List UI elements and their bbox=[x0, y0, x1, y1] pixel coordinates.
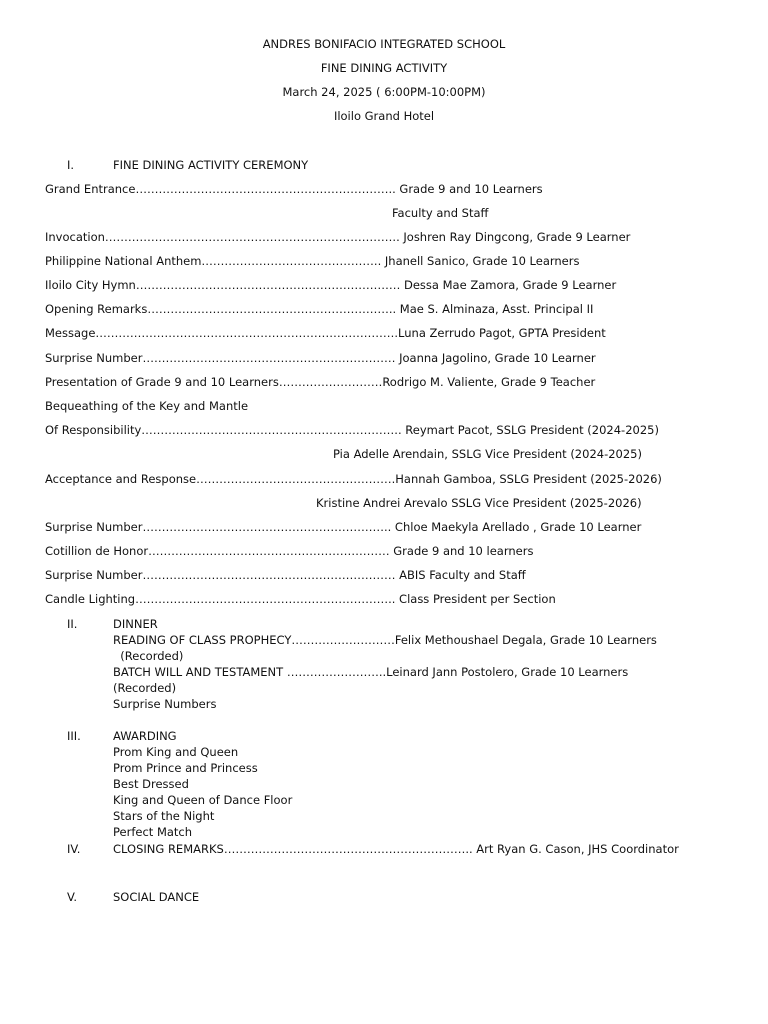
program-item-surprise-number: Surprise Number………………………………………………………… ABIS Faculty and Staff bbox=[45, 568, 526, 582]
event-date: March 24, 2025 ( 6:00PM-10:00PM) bbox=[282, 85, 486, 99]
dinner-item: READING OF CLASS PROPHECY………………………Felix Methoushael Degala, Grade 10 Learners bbox=[113, 633, 657, 647]
award-item: Prom King and Queen bbox=[113, 745, 239, 759]
dinner-item: Surprise Numbers bbox=[113, 697, 217, 711]
program-item-message: Message…………………………………………………………………….Luna Zerrudo Pagot, GPTA President bbox=[45, 326, 606, 340]
dinner-item: BATCH WILL AND TESTAMENT ……………………..Leinard Jann Postolero, Grade 10 Learners bbox=[113, 665, 629, 679]
program-item-grand-entrance: Grand Entrance………………………………………………………….. Grade 9 and 10 Learners bbox=[45, 182, 543, 196]
program-item-bequeathing: Bequeathing of the Key and Mantle bbox=[45, 399, 249, 413]
award-item: Prom Prince and Princess bbox=[113, 761, 258, 775]
event-title: FINE DINING ACTIVITY bbox=[320, 61, 448, 75]
program-item-surprise-number: Surprise Number………………………………………………………… Joanna Jagolino, Grade 10 Learner bbox=[45, 351, 596, 365]
program-item-candle-lighting: Candle Lighting………………………………………………………….. Class President per Section bbox=[45, 592, 556, 606]
program-item-continuation: Faculty and Staff bbox=[392, 206, 489, 220]
program-item-invocation: Invocation………………………………………………………………….. Joshren Ray Dingcong, Grade 9 Learner bbox=[45, 230, 631, 244]
section-1-title: FINE DINING ACTIVITY CEREMONY bbox=[113, 158, 309, 172]
school-name: ANDRES BONIFACIO INTEGRATED SCHOOL bbox=[262, 37, 506, 51]
program-item-opening-remarks: Opening Remarks……………………………………………………….. Mae S. Alminaza, Asst. Principal II bbox=[45, 302, 594, 316]
award-item: King and Queen of Dance Floor bbox=[113, 793, 293, 807]
award-item: Stars of the Night bbox=[113, 809, 215, 823]
section-2-numeral: II. bbox=[67, 617, 78, 631]
award-item: Perfect Match bbox=[113, 825, 193, 839]
program-item-responsibility: Of Responsibility………………………………………………………….. Reymart Pacot, SSLG President (2024-2025) bbox=[45, 423, 659, 437]
closing-remarks: CLOSING REMARKS……………………………………………………….. Art Ryan G. Cason, JHS Coordinator bbox=[113, 842, 679, 856]
event-venue: Iloilo Grand Hotel bbox=[333, 109, 435, 123]
award-item: Best Dressed bbox=[113, 777, 189, 791]
section-4-numeral: IV. bbox=[67, 842, 81, 856]
program-item-surprise-number: Surprise Number……………………………………………………….. Chloe Maekyla Arellado , Grade 10 Learner bbox=[45, 520, 642, 534]
program-item-presentation: Presentation of Grade 9 and 10 Learners………………………Rodrigo M. Valiente, Grade 9 Teacher bbox=[45, 375, 596, 389]
program-item-anthem: Philippine National Anthem……………………………………….. Jhanell Sanico, Grade 10 Learners bbox=[45, 254, 580, 268]
section-5-title: SOCIAL DANCE bbox=[113, 890, 200, 904]
program-item-acceptance: Acceptance and Response…………………………………………….Hannah Gamboa, SSLG President (2025-2026) bbox=[45, 472, 662, 486]
program-item-continuation: Pia Adelle Arendain, SSLG Vice President (2024-2025) bbox=[333, 447, 642, 461]
program-item-cotillion: Cotillion de Honor……………………………………………………… Grade 9 and 10 learners bbox=[45, 544, 534, 558]
section-1-numeral: I. bbox=[67, 158, 75, 172]
dinner-item-note: (Recorded) bbox=[113, 649, 184, 663]
section-3-numeral: III. bbox=[67, 729, 81, 743]
section-2-title: DINNER bbox=[113, 617, 158, 631]
section-5-numeral: V. bbox=[67, 890, 78, 904]
program-item-continuation: Kristine Andrei Arevalo SSLG Vice President (2025-2026) bbox=[316, 496, 642, 510]
program-item-city-hymn: Iloilo City Hymn…………………………………………………………… Dessa Mae Zamora, Grade 9 Learner bbox=[45, 278, 617, 292]
section-3-title: AWARDING bbox=[113, 729, 177, 743]
dinner-item-note: (Recorded) bbox=[113, 681, 177, 695]
